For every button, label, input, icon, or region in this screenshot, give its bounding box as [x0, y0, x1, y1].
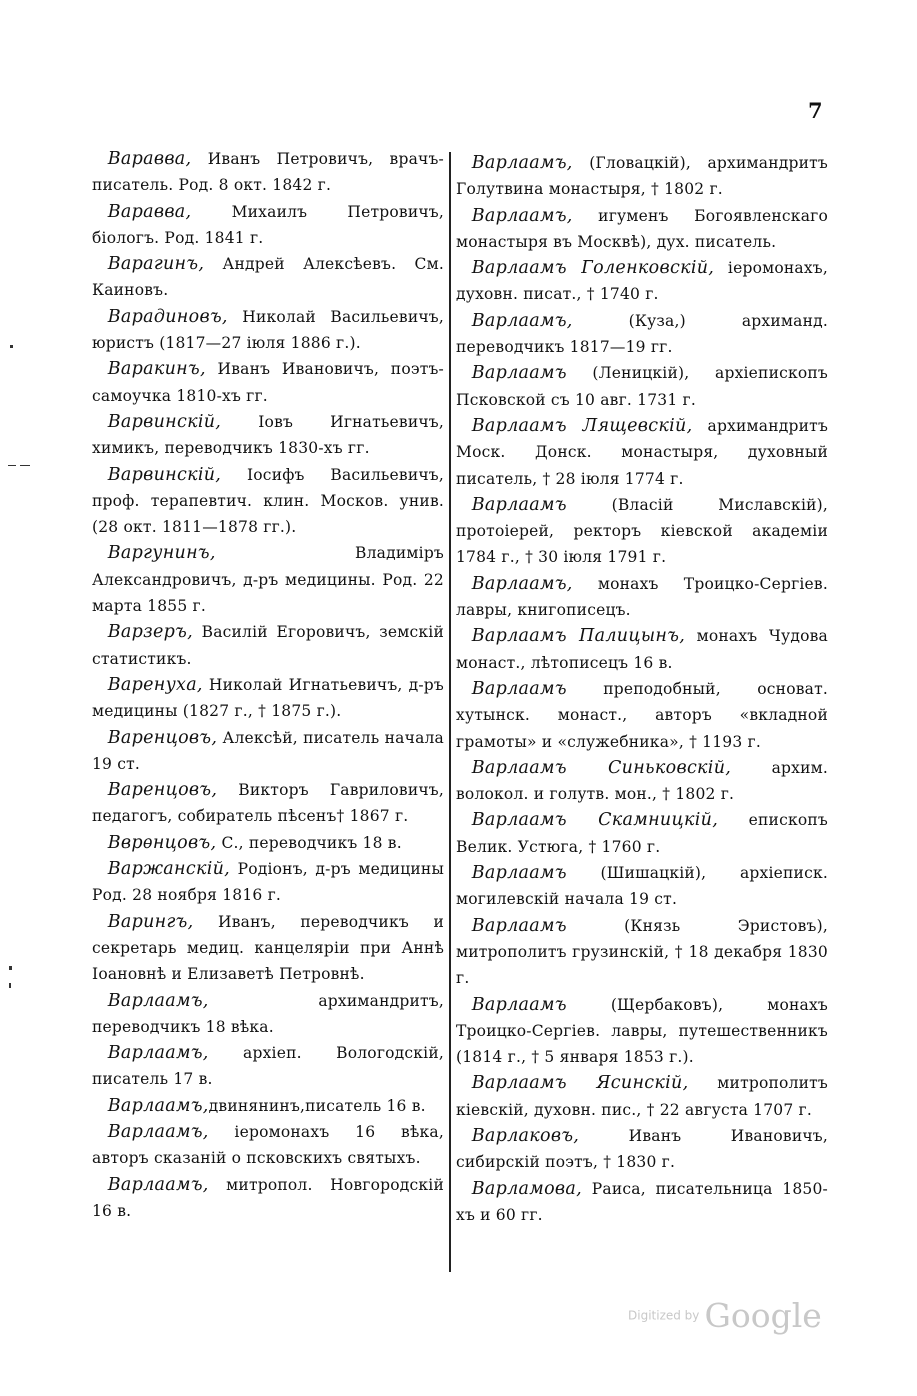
dictionary-entry: [456, 807, 828, 860]
entry-text: (Щербаковъ), монахъ Троицко-Сергіев. лавры, путешественникъ (1814 г., † 5 января 1853 г.).: [456, 995, 828, 1067]
dictionary-entry: [456, 413, 828, 492]
margin-mark: [20, 465, 30, 466]
entry-headword: Варадиновъ,: [107, 306, 228, 327]
entry-text: Іовъ Игнатьевичъ, химикъ, переводчикъ 1830-хъ гг.: [92, 412, 444, 458]
entry-headword: Варенуха,: [107, 674, 203, 695]
dictionary-entry: [456, 623, 828, 676]
dictionary-entry: [92, 777, 444, 830]
left-column: [92, 146, 444, 1224]
entry-headword: Варлаамъ,: [107, 1121, 209, 1142]
right-column: [456, 150, 828, 1228]
entry-headword: Варингъ,: [107, 911, 194, 932]
entry-headword: Варлаамъ: [471, 994, 567, 1015]
entry-text: Иванъ, переводчикъ и секретарь медиц. канцеляріи при Аннѣ Іоановнѣ и Елизаветѣ Петровнѣ.: [92, 912, 444, 984]
entry-headword: Варлаамъ Лящевскій,: [471, 415, 693, 436]
entry-text: Раиса, писательница 1850-хъ и 60 гг.: [456, 1179, 828, 1224]
dictionary-entry: [92, 830, 444, 856]
dictionary-entry: [92, 146, 444, 199]
dictionary-entry: [92, 1172, 444, 1225]
dictionary-entry: [92, 725, 444, 778]
entry-headword: Варгунинъ,: [107, 543, 216, 564]
page-number: 7: [808, 98, 823, 123]
entry-headword: Варлаамъ Палицынъ,: [471, 626, 686, 647]
entry-text: С., переводчикъ 18 в.: [216, 833, 402, 852]
entry-text: Викторъ Гавриловичъ, педагогъ, собиратель пѣсенъ† 1867 г.: [92, 781, 444, 826]
entry-text: Родіонъ, д-ръ медицины Род. 28 ноября 1816 г.: [92, 860, 444, 905]
margin-mark: [10, 345, 13, 348]
entry-text: (Куза,) архиманд. переводчикъ 1817—19 гг.: [456, 311, 828, 357]
entry-headword: Варлаковъ,: [471, 1125, 580, 1146]
entry-headword: Варлаамъ,: [471, 310, 573, 331]
dictionary-entry: [92, 988, 444, 1041]
entry-headword: Варлаамъ: [471, 363, 567, 384]
entry-headword: Варлаамъ: [471, 863, 567, 884]
entry-text: Иванъ Петровичъ, врачъ-писатель. Род. 8 окт. 1842 г.: [92, 150, 444, 195]
entry-headword: Варзеръ,: [107, 622, 193, 643]
dictionary-entry: [456, 992, 828, 1071]
dictionary-entry: [456, 308, 828, 361]
dictionary-entry: [92, 909, 444, 988]
dictionary-entry: [92, 304, 444, 357]
dictionary-entry: [456, 255, 828, 308]
margin-mark: [9, 966, 12, 970]
dictionary-entry: [456, 755, 828, 808]
entry-headword: Варвинскій,: [107, 464, 222, 485]
entry-headword: Варжанскій,: [107, 859, 231, 880]
entry-text: іеромонахъ, духовн. писат., † 1740 г.: [456, 259, 828, 304]
entry-headword: Варлаамъ,: [107, 1043, 209, 1064]
entry-text: іеромонахъ 16 вѣка, авторъ сказаній о псковскихъ святыхъ.: [92, 1122, 444, 1168]
entry-headword: Варлаамъ Синьковскій,: [471, 757, 732, 778]
entry-text: Андрей Алексѣевъ. См. Каиновъ.: [92, 255, 444, 300]
entry-text: Николай Игнатьевичъ, д-ръ медицины (1827 г., † 1875 г.).: [92, 675, 444, 721]
dictionary-entry: [456, 1176, 828, 1229]
dictionary-entry: [92, 672, 444, 725]
dictionary-entry: [92, 199, 444, 252]
entry-text: (Власій Миславскій), протоіерей, ректоръ кіевской академіи 1784 г., † 30 іюля 1791 г.: [456, 495, 828, 567]
dictionary-entry: [92, 462, 444, 541]
entry-headword: Варавва,: [107, 149, 192, 169]
entry-text: (Князь Эристовъ), митрополитъ грузинскій, † 18 декабря 1830 г.: [456, 916, 828, 988]
entry-headword: Варлаамъ,: [107, 990, 209, 1011]
digitized-watermark: [628, 1296, 822, 1335]
dictionary-entry: [456, 571, 828, 624]
dictionary-entry: [456, 492, 828, 571]
dictionary-entry: [456, 860, 828, 913]
entry-headword: Варлаамъ: [471, 915, 567, 936]
dictionary-entry: [92, 356, 444, 409]
entry-headword: Варлаамъ,: [107, 1174, 209, 1195]
entry-headword: Варлаамъ Скамницкій,: [471, 810, 719, 831]
entry-text: архимандритъ Моск. Донск. монастыря, духовный писатель, † 28 іюля 1774 г.: [456, 416, 829, 488]
entry-text: монахъ Чудова монаст., лѣтописецъ 16 в.: [456, 627, 828, 672]
entry-text: епископъ Велик. Устюга, † 1760 г.: [456, 811, 828, 856]
dictionary-entry: [92, 1040, 444, 1093]
entry-text: архимандритъ, переводчикъ 18 вѣка.: [92, 991, 444, 1036]
dictionary-entry: [92, 251, 444, 304]
entry-text: игуменъ Богоявленскаго монастыря въ Москвѣ), дух. писатель.: [456, 206, 828, 251]
dictionary-entry: [92, 409, 444, 462]
entry-text: Иванъ Ивановичъ, поэтъ-самоучка 1810-хъ гг.: [92, 360, 444, 405]
entry-text: Николай Васильевичъ, юристъ (1817—27 іюля 1886 г.).: [92, 307, 444, 353]
dictionary-entry: [456, 1123, 828, 1176]
entry-headword: Вврѳнцовъ,: [107, 832, 217, 853]
entry-headword: Варлаамъ,: [471, 573, 573, 594]
google-logo: Google: [704, 1296, 822, 1335]
entry-text: преподобный, основат. хутынск. монаст., авторъ «вкладной грамоты» и «служебника», † 1193 г.: [456, 679, 828, 751]
dictionary-entry: [92, 540, 444, 619]
entry-headword: Варенцовъ,: [107, 780, 218, 801]
dictionary-entry: [92, 1093, 444, 1119]
dictionary-entry: [456, 360, 828, 413]
entry-headword: Варавва,: [107, 201, 192, 222]
entry-text: двинянинъ,писатель 16 в.: [208, 1096, 426, 1115]
entry-text: Василій Егоровичъ, земскій статистикъ.: [92, 623, 444, 668]
entry-text: архим. волокол. и голутв. мон., † 1802 г.: [456, 758, 828, 804]
entry-headword: Варлаамъ Ясинскій,: [471, 1073, 689, 1094]
entry-text: Михаилъ Петровичъ, біологъ. Род. 1841 г.: [92, 202, 444, 247]
dictionary-entry: [92, 1119, 444, 1172]
margin-mark: [9, 983, 11, 988]
margin-mark: [8, 465, 16, 466]
dictionary-entry: [92, 619, 444, 672]
entry-text: (Леницкій), архіепископъ Псковской съ 10 авг. 1731 г.: [456, 364, 828, 409]
entry-text: (Гловацкій), архимандритъ Голутвина монастыря, † 1802 г.: [456, 154, 828, 199]
entry-headword: Варакинъ,: [107, 359, 206, 380]
entry-headword: Варенцовъ,: [107, 727, 218, 748]
entry-headword: Варламова,: [471, 1178, 583, 1199]
entry-headword: Варлаамъ: [471, 494, 567, 515]
column-divider: [449, 152, 451, 1272]
entry-headword: Варлаамъ: [471, 678, 567, 699]
entry-headword: Варлаамъ,: [471, 205, 573, 226]
entry-headword: Варлаамъ,: [107, 1095, 209, 1116]
entry-text: Иванъ Ивановичъ, сибирскій поэтъ, † 1830 г.: [456, 1126, 828, 1172]
dictionary-entry: [92, 856, 444, 909]
dictionary-entry: [456, 203, 828, 256]
dictionary-entry: [456, 1070, 828, 1123]
dictionary-entry: [456, 676, 828, 755]
entry-text: Іосифъ Васильевичъ, проф. терапевтич. клин. Москов. унив. (28 окт. 1811—1878 гг.).: [92, 465, 444, 537]
entry-text: митрополитъ кіевскій, духовн. пис., † 22 августа 1707 г.: [456, 1074, 828, 1119]
entry-text: (Шишацкій), архіеписк. могилевскій начала 19 ст.: [456, 864, 828, 909]
entry-headword: Варвинскій,: [107, 411, 222, 432]
entry-text: митропол. Новгородскій 16 в.: [92, 1175, 444, 1220]
watermark-prefix: Digitized by: [628, 1308, 700, 1323]
entry-headword: Варагинъ,: [107, 254, 205, 275]
entry-headword: Варлаамъ Голенковскій,: [471, 258, 715, 279]
dictionary-entry: [456, 913, 828, 992]
entry-text: монахъ Троицко-Сергіев. лавры, книгописецъ.: [456, 574, 828, 620]
entry-headword: Варлаамъ,: [471, 153, 573, 173]
dictionary-entry: [456, 150, 828, 203]
entry-text: Алексѣй, писатель начала 19 ст.: [92, 728, 444, 773]
entry-text: Владиміръ Александровичъ, д-ръ медицины. Род. 22 марта 1855 г.: [92, 544, 444, 616]
entry-text: архіеп. Вологодскій, писатель 17 в.: [92, 1044, 444, 1089]
